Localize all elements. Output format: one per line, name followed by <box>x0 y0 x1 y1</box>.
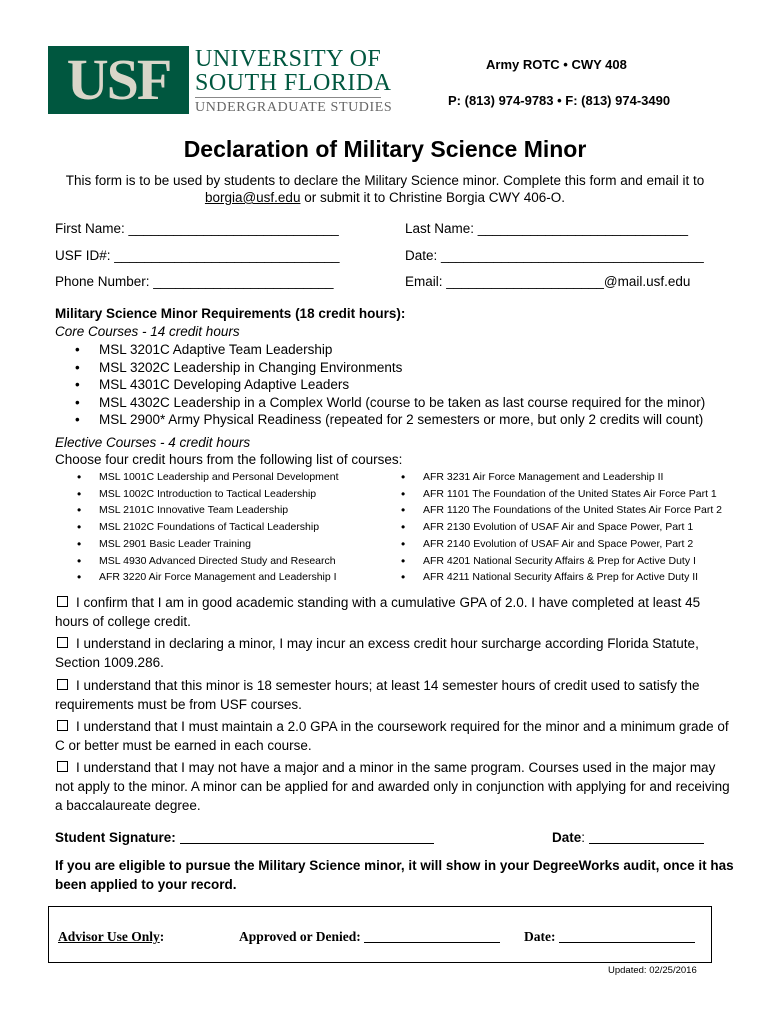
elective-item: • AFR 4211 National Security Affairs & Prep for Active Duty II <box>399 569 722 586</box>
electives-left-list <box>75 469 339 586</box>
confirm-gpa-text: I confirm that I am in good academic standing with a cumulative GPA of 2.0. I have completed at least 45 hours of college credit. <box>55 595 701 629</box>
signature-date <box>552 830 704 845</box>
confirm-gpa <box>55 593 735 631</box>
usf-logo <box>48 46 393 116</box>
intro-text <box>40 172 730 206</box>
intro-line1: This form is to be used by students to declare the Military Science minor. Complete this form and email it to <box>65 173 705 188</box>
elective-item: • AFR 1120 The Foundations of the United States Air Force Part 2 <box>399 502 722 519</box>
student-signature <box>55 830 434 845</box>
core-courses-list <box>55 341 705 429</box>
first-name-field[interactable]: First Name: ____________________________ <box>55 221 339 236</box>
elective-item: • MSL 4930 Advanced Directed Study and Research <box>75 553 339 570</box>
core-course-item: • MSL 3201C Adaptive Team Leadership <box>55 341 705 359</box>
confirm-grade <box>55 717 735 755</box>
confirm-grade-text: I understand that I must maintain a 2.0 GPA in the coursework required for the minor and a minimum grade of C or better must be earned in each course. <box>55 719 729 753</box>
advisor-label: Advisor Use Only <box>58 929 160 944</box>
checkbox-icon[interactable] <box>57 761 68 772</box>
confirm-surcharge-text: I understand in declaring a minor, I may incur an excess credit hour surcharge according Florida Statute, Section 1009.286. <box>55 636 699 670</box>
confirm-major-minor-text: I understand that I may not have a major and a minor in the same program. Courses used in the major may not apply to the minor. A minor can be applied for and awarded only in conjunction with applying for and receiving a baccalaureate degree. <box>55 760 730 813</box>
elective-item: • AFR 3231 Air Force Management and Leadership II <box>399 469 722 486</box>
confirm-hours <box>55 676 735 714</box>
confirm-hours-text: I understand that this minor is 18 semester hours; at least 14 semester hours of credit used to satisfy the requirements must be from USF courses. <box>55 678 700 712</box>
usf-id-field[interactable]: USF ID#: ______________________________ <box>55 248 340 263</box>
eligibility-note: If you are eligible to pursue the Military Science minor, it will show in your DegreeWorks audit, once it has been applied to your record. <box>55 858 734 892</box>
intro-line2: or submit it to Christine Borgia CWY 406-O. <box>300 190 566 205</box>
phone-number-field[interactable]: Phone Number: ________________________ <box>55 274 334 289</box>
signature-date-colon: : <box>581 830 586 845</box>
logo-south-florida: SOUTH FLORIDA <box>195 70 392 96</box>
approved-or-denied <box>239 929 500 945</box>
logo-divider <box>195 97 381 98</box>
signature-label: Student Signature: <box>55 830 176 845</box>
core-course-item: • MSL 3202C Leadership in Changing Environments <box>55 359 705 377</box>
signature-date-label: Date <box>552 830 582 845</box>
elective-item: • MSL 1001C Leadership and Personal Development <box>75 469 339 486</box>
checkbox-icon[interactable] <box>57 596 68 607</box>
advisor-colon: : <box>159 929 165 944</box>
date-field[interactable]: Date: ___________________________________ <box>405 248 704 263</box>
office-location: Army ROTC • CWY 408 <box>486 57 627 72</box>
core-course-item: • MSL 4302C Leadership in a Complex World (course to be taken as last course required for the minor) <box>55 394 705 412</box>
elective-instructions: Choose four credit hours from the following list of courses: <box>55 452 403 467</box>
core-course-item: • MSL 4301C Developing Adaptive Leaders <box>55 376 705 394</box>
office-phone-fax: P: (813) 974-9783 • F: (813) 974-3490 <box>448 93 671 108</box>
requirements-heading: Military Science Minor Requirements (18 credit hours): <box>55 306 406 321</box>
elective-item: • AFR 3220 Air Force Management and Leadership I <box>75 569 339 586</box>
advisor-use-only <box>58 929 164 945</box>
core-course-item: • MSL 2900* Army Physical Readiness (repeated for 2 semesters or more, but only 2 credits will count) <box>55 411 705 429</box>
elective-item: • AFR 1101 The Foundation of the United States Air Force Part 1 <box>399 486 722 503</box>
checkbox-icon[interactable] <box>57 637 68 648</box>
elective-courses-heading: Elective Courses - 4 credit hours <box>55 435 251 450</box>
checkbox-icon[interactable] <box>57 679 68 690</box>
confirm-major-minor <box>55 758 735 815</box>
usf-logo-mark: USF <box>48 46 189 114</box>
last-name-field[interactable]: Last Name: ____________________________ <box>405 221 689 236</box>
advisor-date-label: Date: <box>524 929 556 944</box>
logo-undergraduate-studies: UNDERGRADUATE STUDIES <box>195 100 393 115</box>
elective-item: • MSL 2901 Basic Leader Training <box>75 536 339 553</box>
email-field[interactable]: Email: _____________________@mail.usf.edu <box>405 274 691 289</box>
electives-right-list <box>399 469 722 586</box>
confirm-surcharge <box>55 634 735 672</box>
updated-date: Updated: 02/25/2016 <box>608 965 697 976</box>
elective-item: • MSL 1002C Introduction to Tactical Leadership <box>75 486 339 503</box>
core-courses-heading: Core Courses - 14 credit hours <box>55 324 240 339</box>
approved-line[interactable] <box>364 942 500 943</box>
elective-item: • AFR 4201 National Security Affairs & Prep for Active Duty I <box>399 553 722 570</box>
signature-date-line[interactable] <box>589 843 704 844</box>
signature-line[interactable] <box>180 843 434 844</box>
advisor-date-line[interactable] <box>559 942 695 943</box>
elective-item: • AFR 2140 Evolution of USAF Air and Space Power, Part 2 <box>399 536 722 553</box>
advisor-date <box>524 929 695 945</box>
elective-item: • MSL 2102C Foundations of Tactical Leadership <box>75 519 339 536</box>
approved-label: Approved or Denied: <box>239 929 361 944</box>
elective-item: • MSL 2101C Innovative Team Leadership <box>75 502 339 519</box>
page-title: Declaration of Military Science Minor <box>183 136 587 162</box>
elective-item: • AFR 2130 Evolution of USAF Air and Space Power, Part 1 <box>399 519 722 536</box>
checkbox-icon[interactable] <box>57 720 68 731</box>
email-link[interactable]: borgia@usf.edu <box>204 190 301 205</box>
logo-university-of: UNIVERSITY OF <box>195 46 382 72</box>
